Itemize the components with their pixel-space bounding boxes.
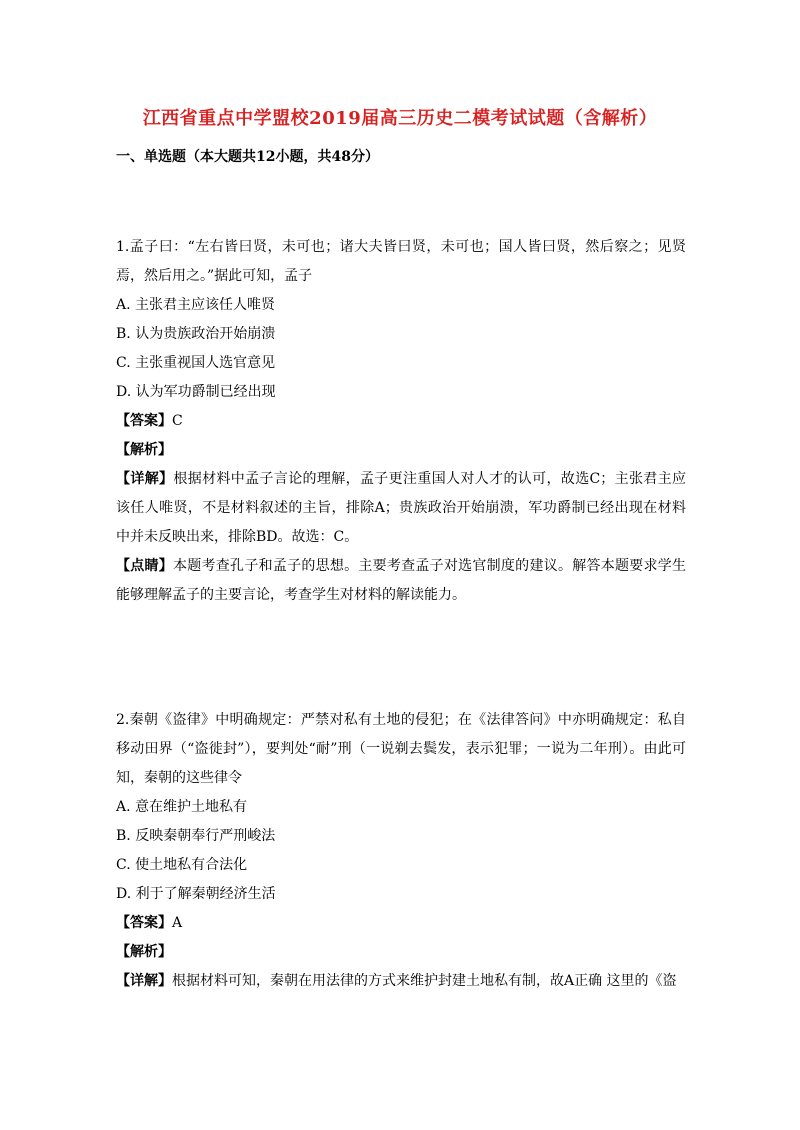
answer-label: 【答案】 — [116, 413, 172, 429]
option-a: A. 主张君主应该任人唯贤 — [116, 297, 276, 313]
question-1 — [116, 233, 686, 610]
option-c: C. 使土地私有合法化 — [116, 857, 248, 873]
detail-paragraph — [116, 465, 686, 552]
detail-paragraph — [116, 967, 686, 996]
analysis-line — [116, 938, 686, 967]
question-stem: 1.孟子曰：“左右皆曰贤，未可也；诸大夫皆曰贤，未可也；国人皆曰贤，然后察之；见贤焉，然后用之。”据此可知，孟子 — [116, 239, 686, 284]
detail-text: 根据材料可知，秦朝在用法律的方式来维护封建土地私有制，故A正确 这里的《盗 — [172, 973, 677, 989]
analysis-label: 【解析】 — [116, 442, 172, 458]
detail-label: 【详解】 — [116, 973, 172, 989]
answer-label: 【答案】 — [116, 915, 172, 931]
section-heading: 一、单选题（本大题共12小题，共48分） — [116, 149, 379, 165]
answer-value: A — [172, 915, 183, 931]
option-c: C. 主张重视国人选官意见 — [116, 355, 276, 371]
option-d: D. 利于了解秦朝经济生活 — [116, 886, 276, 902]
option-b: B. 认为贵族政治开始崩溃 — [116, 326, 276, 342]
option-a: A. 意在维护土地私有 — [116, 799, 248, 815]
answer-line — [116, 909, 686, 938]
detail-label: 【详解】 — [116, 471, 174, 487]
question-2 — [116, 706, 686, 996]
analysis-line — [116, 436, 686, 465]
point-text: 本题考查孔子和孟子的思想。主要考查孟子对选官制度的建议。解答本题要求学生能够理解孟子的主要言论，考查学生对材料的解读能力。 — [116, 558, 687, 603]
option-b: B. 反映秦朝奉行严刑峻法 — [116, 828, 276, 844]
point-paragraph — [116, 552, 686, 610]
question-stem: 2.秦朝《盗律》中明确规定：严禁对私有土地的侵犯；在《法律答问》中亦明确规定：私自移动田界（“盗徙封”），要判处“耐”刑（一说剃去鬓发，表示犯罪；一说为二年刑）。由此可知，秦朝的这些律令 — [116, 712, 686, 786]
answer-value: C — [172, 413, 183, 429]
analysis-label: 【解析】 — [116, 944, 172, 960]
detail-text: 根据材料中孟子言论的理解，孟子更注重国人对人才的认可，故选C；主张君主应该任人唯贤，不是材料叙述的主旨，排除A；贵族政治开始崩溃，军功爵制已经出现在材料中并未反映出来，排除BD。故选：C。 — [116, 471, 686, 545]
document-title: 江西省重点中学盟校2019届高三历史二模考试试题（含解析） — [142, 108, 658, 129]
option-d: D. 认为军功爵制已经出现 — [116, 384, 276, 400]
answer-line — [116, 407, 686, 436]
point-label: 【点睛】 — [116, 558, 174, 574]
